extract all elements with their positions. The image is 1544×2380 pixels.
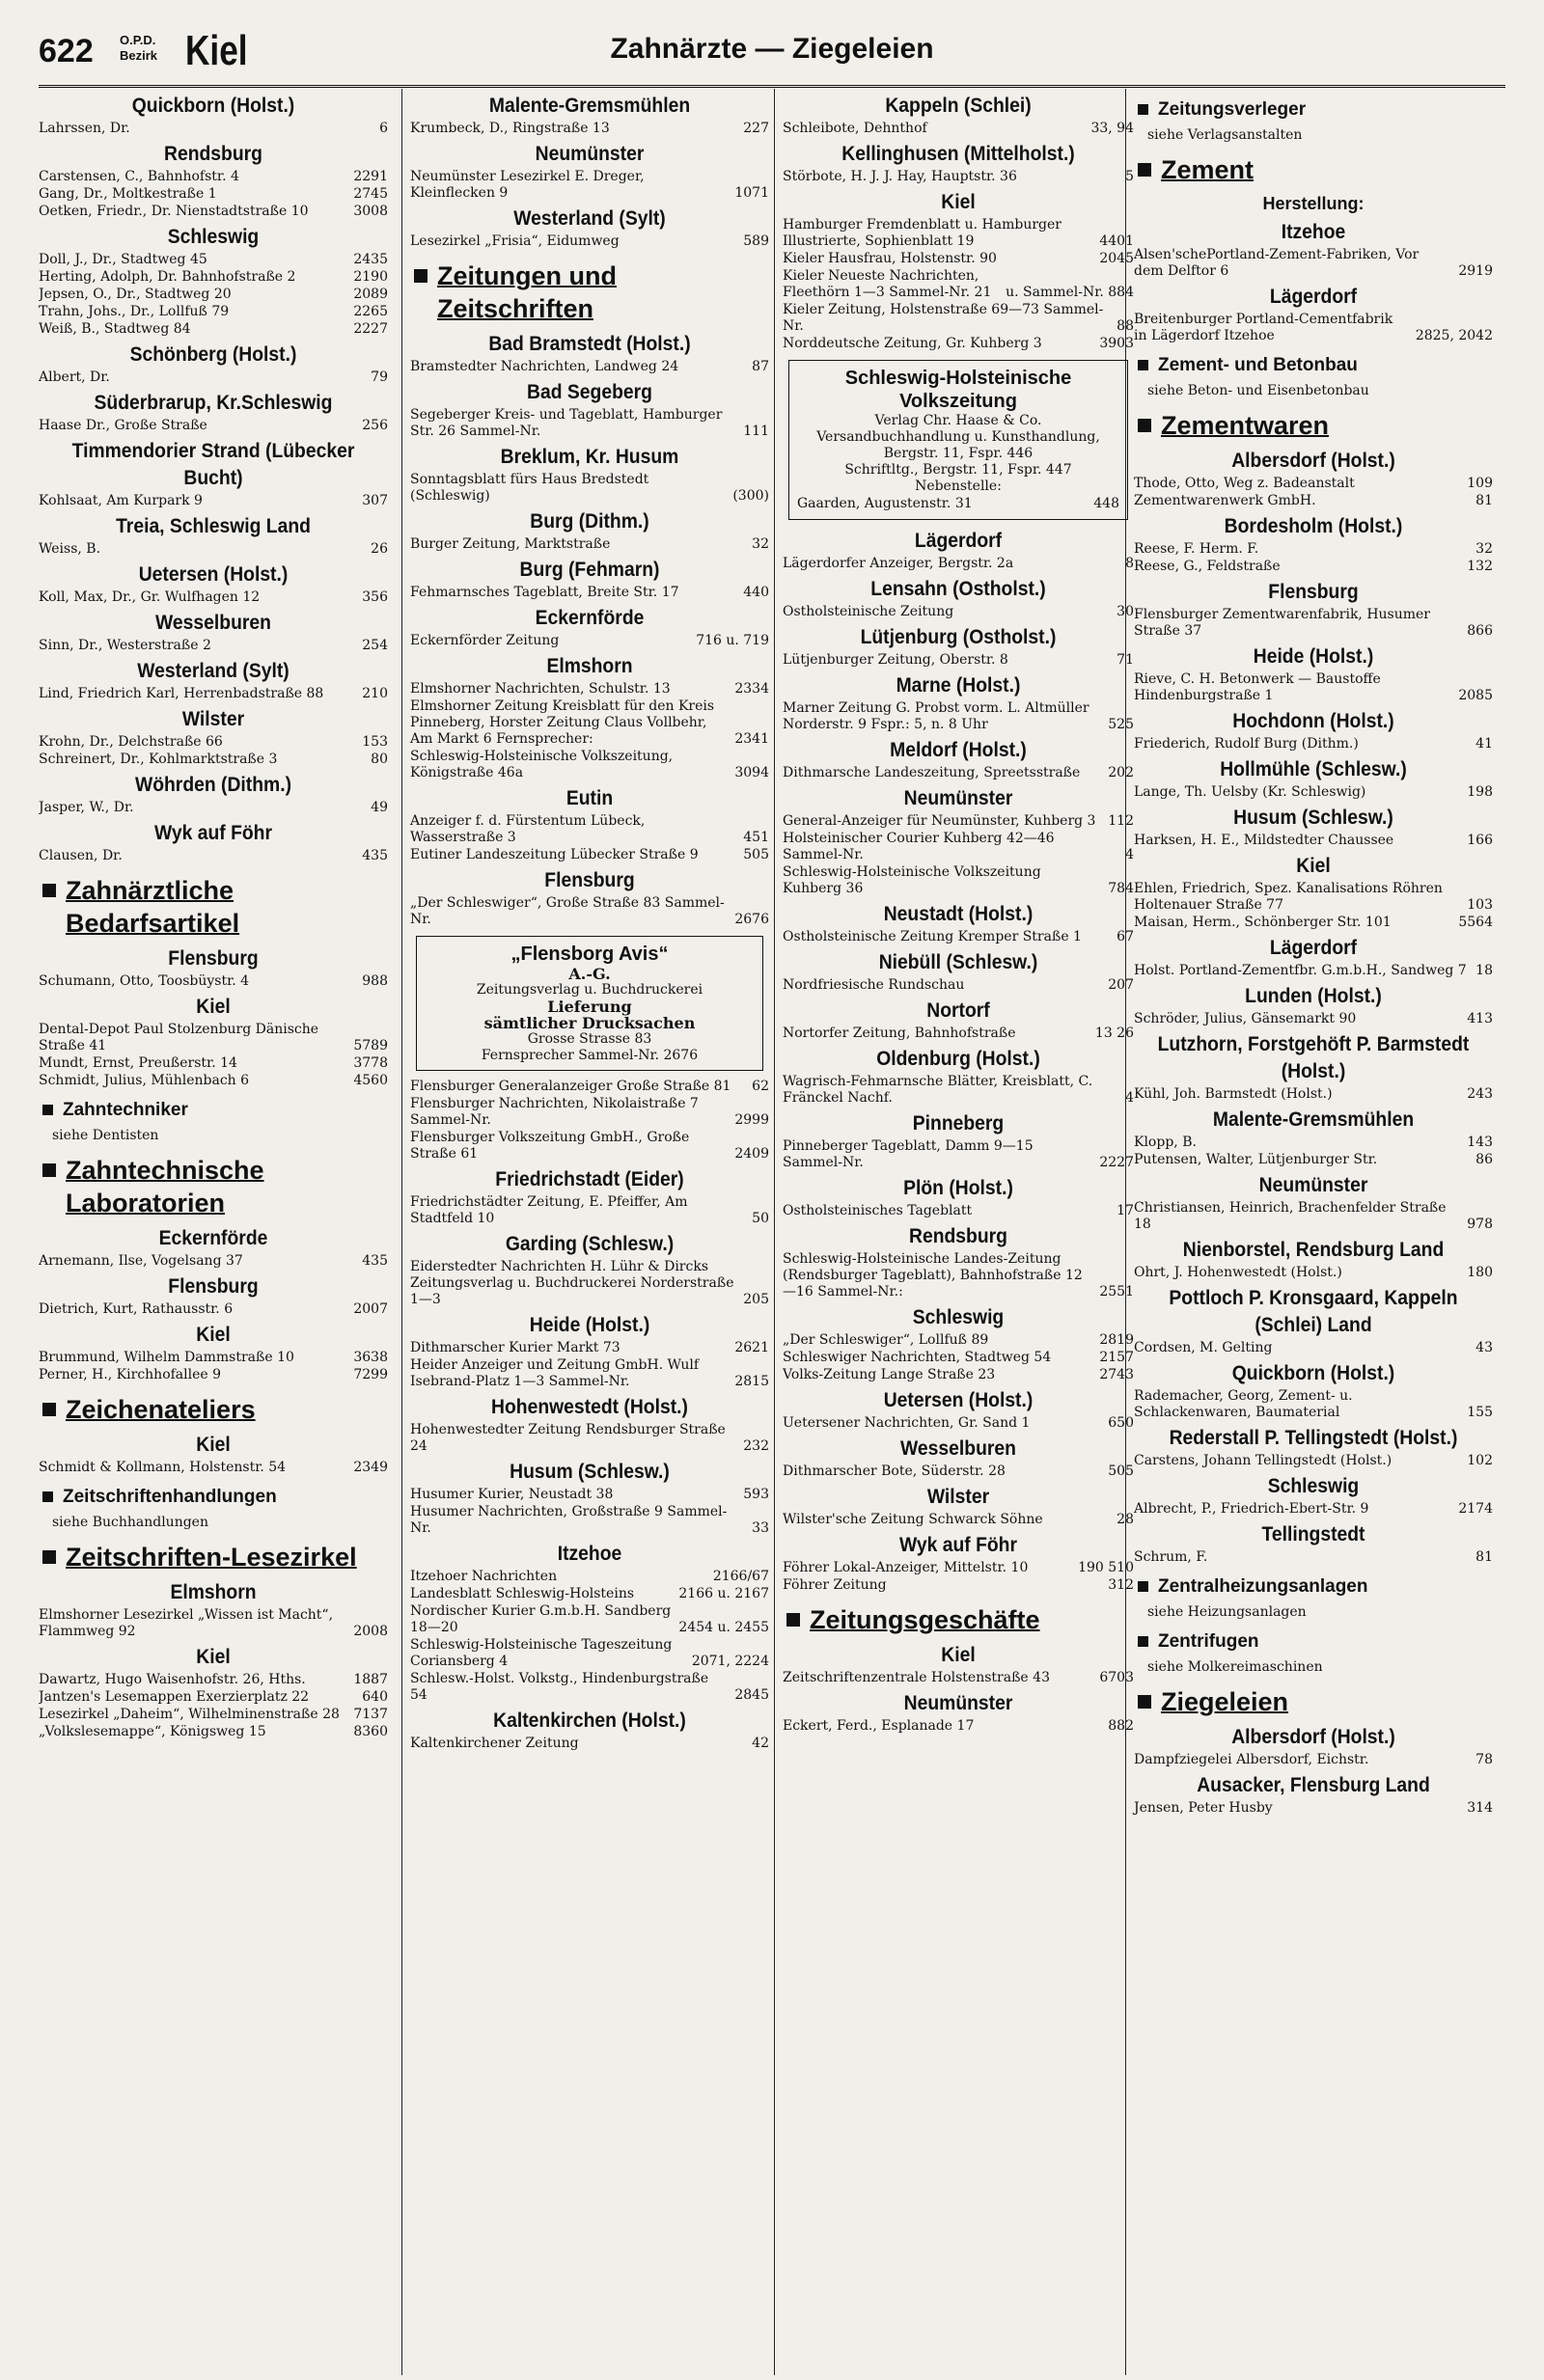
list-item: Nordischer Kurier G.m.b.H. Sandberg 18—20 2454 u. 2455 xyxy=(410,1603,769,1635)
page-title: Zahnärzte — Ziegeleien xyxy=(610,33,934,65)
place-heading: Albersdorf (Holst.) xyxy=(1231,450,1395,472)
list-item: Elmshorner Zeitung Kreisblatt für den Kreis Pinneberg, Horster Zeitung Claus Vollbehr, Am Markt 6 Fernsprecher: 2341 xyxy=(410,698,769,747)
district-city: Kiel xyxy=(185,27,248,74)
place-heading: Wöhrden (Dithm.) xyxy=(134,774,292,796)
list-item: Wilster'sche Zeitung Schwarck Söhne 28 xyxy=(783,1512,1134,1527)
place-heading: Quickborn (Holst.) xyxy=(1231,1362,1395,1384)
list-item: Kohlsaat, Am Kurpark 9 307 xyxy=(39,493,388,508)
place-heading: Elmshorn xyxy=(546,655,633,677)
list-item: Schleswiger Nachrichten, Stadtweg 54 2157 xyxy=(783,1350,1134,1365)
list-item: Alsen'schePortland-Zement-Fabriken, Vor dem Delftor 6 2919 xyxy=(1134,247,1493,279)
bullet-square-icon xyxy=(42,1105,53,1115)
place-heading: Eckernförde xyxy=(535,607,645,629)
place-heading: Rendsburg xyxy=(164,143,262,165)
place-heading: Treia, Schleswig Land xyxy=(116,515,311,537)
list-item: Friedrichstädter Zeitung, E. Pfeiffer, Am Stadtfeld 10 50 xyxy=(410,1194,769,1226)
place-heading: Kiel xyxy=(941,191,976,213)
list-item: Trahn, Johs., Dr., Lollfuß 79 2265 xyxy=(39,304,388,319)
list-item: Holst. Portland-Zementfbr. G.m.b.H., Sandweg 7 18 xyxy=(1134,963,1493,978)
list-item: Kühl, Joh. Barmstedt (Holst.) 243 xyxy=(1134,1086,1493,1102)
list-item: Dental-Depot Paul Stolzenburg Dänische Straße 41 5789 xyxy=(39,1022,388,1053)
bullet-square-icon xyxy=(1138,1581,1148,1592)
district-label: O.P.D. Bezirk xyxy=(120,33,158,63)
list-item: Ehlen, Friedrich, Spez. Kanalisations Röhren Holtenauer Straße 77 103 xyxy=(1134,881,1493,913)
list-item: Jasper, W., Dr. 49 xyxy=(39,800,388,815)
place-heading: Hollmühle (Schlesw.) xyxy=(1220,758,1407,780)
list-item: Lind, Friedrich Karl, Herrenbadstraße 88 210 xyxy=(39,686,388,701)
place-heading: Oldenburg (Holst.) xyxy=(876,1048,1040,1070)
place-heading: Schönberg (Holst.) xyxy=(129,343,297,366)
list-item: Arnemann, Ilse, Vogelsang 37 435 xyxy=(39,1253,388,1269)
bullet-square-icon xyxy=(1138,104,1148,115)
list-item: Maisan, Herm., Schönberger Str. 101 5564 xyxy=(1134,915,1493,930)
list-item: Weiß, B., Stadtweg 84 2227 xyxy=(39,321,388,337)
place-heading: Schleswig xyxy=(1267,1475,1360,1497)
list-item: Oetken, Friedr., Dr. Nienstadtstraße 10 3008 xyxy=(39,204,388,219)
list-item: Schmidt, Julius, Mühlenbach 6 4560 xyxy=(39,1073,388,1088)
list-item: Hohenwestedter Zeitung Rendsburger Straße 24 232 xyxy=(410,1422,769,1454)
list-item: Schmidt & Kollmann, Holstenstr. 54 2349 xyxy=(39,1460,388,1475)
list-item: Carstens, Johann Tellingstedt (Holst.) 102 xyxy=(1134,1453,1493,1468)
place-heading: Wilster xyxy=(926,1486,990,1508)
list-item: Sinn, Dr., Westerstraße 2 254 xyxy=(39,638,388,653)
list-item: Volks-Zeitung Lange Straße 23 2743 xyxy=(783,1367,1134,1382)
list-item: Flensburger Zementwarenfabrik, Husumer Straße 37 866 xyxy=(1134,607,1493,639)
list-item: Thode, Otto, Weg z. Badeanstalt 109 xyxy=(1134,476,1493,491)
list-item: Zementwarenwerk GmbH. 81 xyxy=(1134,493,1493,508)
place-heading: Malente-Gremsmühlen xyxy=(488,95,691,117)
section-heading: Ziegeleien xyxy=(1134,1685,1493,1718)
column-1 xyxy=(39,89,388,2375)
list-item: General-Anzeiger für Neumünster, Kuhberg 3 112 xyxy=(783,813,1134,829)
bullet-square-icon xyxy=(786,1613,800,1627)
list-item: Schreinert, Dr., Kohlmarktstraße 3 80 xyxy=(39,752,388,767)
place-heading: Meldorf (Holst.) xyxy=(890,739,1027,761)
list-item: Perner, H., Kirchhofallee 9 7299 xyxy=(39,1367,388,1382)
list-item: Ohrt, J. Hohenwestedt (Holst.) 180 xyxy=(1134,1265,1493,1280)
list-item: Rieve, C. H. Betonwerk — Baustoffe Hindenburgstraße 1 2085 xyxy=(1134,671,1493,703)
list-item: Schleswig-Holsteinische Volkszeitung Kuhberg 36 784 xyxy=(783,864,1134,896)
bullet-square-icon xyxy=(1138,419,1151,432)
place-heading: Itzehoe xyxy=(1281,221,1346,243)
place-heading: Eckernförde xyxy=(158,1227,268,1249)
list-item: Kieler Hausfrau, Holstenstr. 90 2045 xyxy=(783,251,1134,266)
column-2 xyxy=(401,89,769,2375)
list-item: Klopp, B. 143 xyxy=(1134,1135,1493,1150)
place-heading: Wyk auf Föhr xyxy=(153,822,273,844)
place-heading: Heide (Holst.) xyxy=(529,1314,650,1336)
list-item: Zeitschriftenzentrale Holstenstraße 43 6703 xyxy=(783,1670,1134,1685)
place-heading: Lägerdorf xyxy=(914,530,1003,552)
list-item: Ostholsteinische Zeitung Kremper Straße 1 67 xyxy=(783,929,1134,944)
list-item: Jepsen, O., Dr., Stadtweg 20 2089 xyxy=(39,287,388,302)
place-heading: Kiel xyxy=(941,1644,976,1666)
list-item: Schlesw.-Holst. Volkstg., Hindenburgstraße 54 2845 xyxy=(410,1671,769,1703)
section-heading: Zeitungsgeschäfte xyxy=(783,1603,1134,1636)
place-heading: Bordesholm (Holst.) xyxy=(1224,515,1403,537)
list-item: „Volkslesemappe“, Königsweg 15 8360 xyxy=(39,1724,388,1739)
place-heading: Süderbrarup, Kr.Schleswig xyxy=(94,392,333,414)
list-item: Dawartz, Hugo Waisenhofstr. 26, Hths. 1887 xyxy=(39,1672,388,1687)
list-item: Dietrich, Kurt, Rathausstr. 6 2007 xyxy=(39,1301,388,1317)
place-heading: Nortorf xyxy=(926,999,990,1022)
list-item: Putensen, Walter, Lütjenburger Str. 86 xyxy=(1134,1152,1493,1167)
place-heading: Heide (Holst.) xyxy=(1253,645,1374,668)
place-heading: Neumünster xyxy=(1258,1174,1368,1196)
place-heading: Husum (Schlesw.) xyxy=(1233,807,1393,829)
list-item: Sonntagsblatt fürs Haus Bredstedt (Schleswig) (300) xyxy=(410,472,769,504)
list-item: Störbote, H. J. J. Hay, Hauptstr. 36 5 xyxy=(783,169,1134,184)
section-heading: Zahntechnische Laboratorien xyxy=(39,1154,388,1219)
place-heading: Friedrichstadt (Eider) xyxy=(495,1168,684,1190)
bullet-square-icon xyxy=(42,1163,56,1177)
place-heading: Bad Segeberg xyxy=(527,381,652,403)
place-heading: Neumünster xyxy=(535,143,645,165)
place-heading: Neumünster xyxy=(903,787,1013,809)
list-item: Lange, Th. Uelsby (Kr. Schleswig) 198 xyxy=(1134,784,1493,800)
place-heading: Uetersen (Holst.) xyxy=(138,563,289,586)
list-item: Holsteinischer Courier Kuhberg 42—46 Sammel-Nr. 4 xyxy=(783,831,1134,862)
list-item: Pinneberger Tageblatt, Damm 9—15 Sammel-Nr. 2227 xyxy=(783,1138,1134,1170)
section-heading: Zeitschriftenhandlungen xyxy=(39,1486,388,1509)
list-item: Krohn, Dr., Delchstraße 66 153 xyxy=(39,734,388,750)
place-heading: Niebüll (Schlesw.) xyxy=(878,951,1038,973)
list-item: Schrum, F. 81 xyxy=(1134,1549,1493,1565)
place-heading: Garding (Schlesw.) xyxy=(505,1233,675,1255)
column-3 xyxy=(774,89,1134,2375)
list-item: Lesezirkel „Frisia“, Eidumweg 589 xyxy=(410,233,769,249)
list-item: Friederich, Rudolf Burg (Dithm.) 41 xyxy=(1134,736,1493,752)
list-item: Nortorfer Zeitung, Bahnhofstraße 13 26 xyxy=(783,1026,1134,1041)
list-item: Schleswig-Holsteinische Tageszeitung Coriansberg 4 2071, 2224 xyxy=(410,1637,769,1669)
place-heading: Lensahn (Ostholst.) xyxy=(870,578,1046,600)
bullet-square-icon xyxy=(42,884,56,897)
cross-reference: siehe Beton- und Eisenbetonbau xyxy=(1147,383,1369,398)
list-item: Föhrer Zeitung 312 xyxy=(783,1577,1134,1593)
list-item: Husumer Kurier, Neustadt 38 593 xyxy=(410,1487,769,1502)
place-heading: Kiel xyxy=(196,996,231,1018)
list-item: Schumann, Otto, Toosbüystr. 4 988 xyxy=(39,973,388,989)
list-item: Breitenburger Portland-Cementfabrik in Lägerdorf Itzehoe 2825, 2042 xyxy=(1134,312,1493,343)
list-item: Lesezirkel „Daheim“, Wilhelminenstraße 28 7137 xyxy=(39,1707,388,1722)
list-item: Clausen, Dr. 435 xyxy=(39,848,388,863)
place-heading: Schleswig xyxy=(167,226,260,248)
place-heading: Neustadt (Holst.) xyxy=(883,903,1034,925)
list-item: Harksen, H. E., Mildstedter Chaussee 166 xyxy=(1134,833,1493,848)
list-item: Flensburger Generalanzeiger Große Straße 81 62 xyxy=(410,1079,769,1094)
place-heading: Timmendorier Strand (Lübecker Bucht) xyxy=(71,440,355,489)
list-item: Lütjenburger Zeitung, Oberstr. 8 71 xyxy=(783,652,1134,668)
section-heading: Zement xyxy=(1134,153,1493,186)
place-heading: Husum (Schlesw.) xyxy=(510,1461,670,1483)
section-heading: Zeitungen und Zeitschriften xyxy=(410,260,769,325)
place-heading: Kappeln (Schlei) xyxy=(885,95,1032,117)
list-item: Lahrssen, Dr. 6 xyxy=(39,121,388,136)
section-heading: Zeitschriften-Lesezirkel xyxy=(39,1541,388,1573)
bullet-square-icon xyxy=(414,269,427,283)
section-heading: Zentrifugen xyxy=(1134,1630,1493,1654)
list-item: Haase Dr., Große Straße 256 xyxy=(39,418,388,433)
bullet-square-icon xyxy=(1138,1636,1148,1647)
list-item: Elmshorner Lesezirkel „Wissen ist Macht“, Flammweg 92 2008 xyxy=(39,1607,388,1639)
list-item: Doll, J., Dr., Stadtweg 45 2435 xyxy=(39,252,388,267)
advertisement-title: „Flensborg Avis“ xyxy=(510,944,669,965)
list-item: Gang, Dr., Moltkestraße 1 2745 xyxy=(39,186,388,202)
list-item: Schröder, Julius, Gänsemarkt 90 413 xyxy=(1134,1011,1493,1026)
list-item: Dithmarscher Bote, Süderstr. 28 505 xyxy=(783,1464,1134,1479)
bullet-square-icon xyxy=(42,1550,56,1564)
place-heading: Wesselburen xyxy=(900,1437,1016,1460)
place-heading: Kiel xyxy=(1296,855,1331,877)
place-heading: Schleswig xyxy=(912,1306,1005,1328)
list-item: Neumünster Lesezirkel E. Dreger, Kleinflecken 9 1071 xyxy=(410,169,769,201)
place-heading: Uetersen (Holst.) xyxy=(883,1389,1034,1411)
place-heading: Nienborstel, Rendsburg Land xyxy=(1182,1239,1445,1261)
list-item: Fehmarnsches Tageblatt, Breite Str. 17 440 xyxy=(410,585,769,600)
list-item: Weiss, B. 26 xyxy=(39,541,388,557)
section-heading: Zementwaren xyxy=(1134,409,1493,442)
place-heading: Hohenwestedt (Holst.) xyxy=(491,1396,688,1418)
place-heading: Neumünster xyxy=(903,1692,1013,1714)
list-item: Christiansen, Heinrich, Brachenfelder Straße 18 978 xyxy=(1134,1200,1493,1232)
list-item: Flensburger Nachrichten, Nikolaistraße 7 Sammel-Nr. 2999 xyxy=(410,1096,769,1128)
place-heading: Tellingstedt xyxy=(1261,1523,1365,1546)
place-heading: Lütjenburg (Ostholst.) xyxy=(860,626,1057,648)
list-item: Eckert, Ferd., Esplanade 17 882 xyxy=(783,1718,1134,1734)
advertisement-title: Schleswig-Holsteinische Volkszeitung xyxy=(844,368,1072,412)
list-item: Mundt, Ernst, Preußerstr. 14 3778 xyxy=(39,1055,388,1071)
list-item: Schleswig-Holsteinische Volkszeitung, Königstraße 46a 3094 xyxy=(410,749,769,780)
place-heading: Rederstall P. Tellingstedt (Holst.) xyxy=(1169,1427,1458,1449)
list-item: Herting, Adolph, Dr. Bahnhofstraße 2 2190 xyxy=(39,269,388,285)
list-item: Cordsen, M. Gelting 43 xyxy=(1134,1340,1493,1355)
cross-reference: siehe Heizungsanlagen xyxy=(1147,1604,1307,1620)
list-item: „Der Schleswiger“, Große Straße 83 Sammel-Nr. 2676 xyxy=(410,895,769,927)
list-item: Elmshorner Nachrichten, Schulstr. 13 2334 xyxy=(410,681,769,697)
place-heading: Kiel xyxy=(196,1324,231,1346)
cross-reference: siehe Verlagsanstalten xyxy=(1147,127,1303,143)
subsection-heading: Herstellung: xyxy=(1262,194,1365,213)
place-heading: Eutin xyxy=(565,787,614,809)
place-heading: Hochdonn (Holst.) xyxy=(1232,710,1394,732)
list-item: Burger Zeitung, Marktstraße 32 xyxy=(410,536,769,552)
list-item: Reese, F. Herm. F. 32 xyxy=(1134,541,1493,557)
place-heading: Westerland (Sylt) xyxy=(137,660,290,682)
list-item: Dithmarscher Kurier Markt 73 2621 xyxy=(410,1340,769,1355)
section-heading: Zahntechniker xyxy=(39,1099,388,1122)
list-item: Eiderstedter Nachrichten H. Lühr & Dircks Zeitungsverlag u. Buchdruckerei Norderstraße 1—3 205 xyxy=(410,1259,769,1307)
list-item: Koll, Max, Dr., Gr. Wulfhagen 12 356 xyxy=(39,589,388,605)
list-item: Föhrer Lokal-Anzeiger, Mittelstr. 10 190 510 xyxy=(783,1560,1134,1575)
list-item: Hamburger Fremdenblatt u. Hamburger Illustrierte, Sophienblatt 19 4401 xyxy=(783,217,1134,249)
list-item: Bramstedter Nachrichten, Landweg 24 87 xyxy=(410,359,769,374)
place-heading: Flensburg xyxy=(168,947,259,970)
list-item: Lägerdorfer Anzeiger, Bergstr. 2a 8 xyxy=(783,556,1134,571)
list-item: Schleswig-Holsteinische Landes-Zeitung (Rendsburger Tageblatt), Bahnhofstraße 12—16 Sammel-Nr.: 2551 xyxy=(783,1251,1134,1299)
list-item: Rademacher, Georg, Zement- u. Schlackenwaren, Baumaterial 155 xyxy=(1134,1388,1493,1420)
list-item: Eutiner Landeszeitung Lübecker Straße 9 505 xyxy=(410,847,769,862)
advertisement-box: Schleswig-Holsteinische Volkszeitung Verlag Chr. Haase & Co. Versandbuchhandlung u. Kunsthandlung, Bergstr. 11, Fspr. 446 Schriftltg., Bergstr. 11, Fspr. 447 Nebenstelle: Gaarden, Augustenstr. 31 448 xyxy=(788,360,1128,520)
list-item: Albrecht, P., Friedrich-Ebert-Str. 9 2174 xyxy=(1134,1501,1493,1517)
place-heading: Kiel xyxy=(196,1434,231,1456)
list-item: Anzeiger f. d. Fürstentum Lübeck, Wasserstraße 3 451 xyxy=(410,813,769,845)
place-heading: Lunden (Holst.) xyxy=(1245,985,1382,1007)
place-heading: Burg (Fehmarn) xyxy=(519,559,660,581)
list-item: „Der Schleswiger“, Lollfuß 89 2819 xyxy=(783,1332,1134,1348)
list-item: Wagrisch-Fehmarnsche Blätter, Kreisblatt, C. Fränckel Nachf. 4 xyxy=(783,1074,1134,1106)
place-heading: Breklum, Kr. Husum xyxy=(500,446,679,468)
place-heading: Pinneberg xyxy=(912,1112,1005,1135)
place-heading: Lägerdorf xyxy=(1269,937,1358,959)
list-item: Husumer Nachrichten, Großstraße 9 Sammel-Nr. 33 xyxy=(410,1504,769,1536)
place-heading: Itzehoe xyxy=(557,1543,622,1565)
place-heading: Wilster xyxy=(181,708,245,730)
place-heading: Plön (Holst.) xyxy=(903,1177,1013,1199)
list-item: Dithmarsche Landeszeitung, Spreetsstraße 202 xyxy=(783,765,1134,780)
list-item: Ostholsteinische Zeitung 30 xyxy=(783,604,1134,619)
section-heading: Zement- und Betonbau xyxy=(1134,354,1493,377)
section-heading: Zeichenateliers xyxy=(39,1393,388,1426)
bullet-square-icon xyxy=(42,1491,53,1502)
place-heading: Lägerdorf xyxy=(1269,286,1358,308)
list-item: Krumbeck, D., Ringstraße 13 227 xyxy=(410,121,769,136)
section-heading: Zeitungsverleger xyxy=(1134,98,1493,122)
place-heading: Kiel xyxy=(196,1646,231,1668)
list-item: Reese, G., Feldstraße 132 xyxy=(1134,559,1493,574)
cross-reference: siehe Dentisten xyxy=(52,1128,159,1143)
list-item: Brummund, Wilhelm Dammstraße 10 3638 xyxy=(39,1350,388,1365)
list-item: Uetersener Nachrichten, Gr. Sand 1 650 xyxy=(783,1415,1134,1431)
list-item: Gaarden, Augustenstr. 31 448 xyxy=(797,496,1119,511)
list-item: Dampfziegelei Albersdorf, Eichstr. 78 xyxy=(1134,1752,1493,1767)
list-item: Carstensen, C., Bahnhofstr. 4 2291 xyxy=(39,169,388,184)
place-heading: Wesselburen xyxy=(155,612,271,634)
place-heading: Malente-Gremsmühlen xyxy=(1212,1108,1415,1131)
list-item: Ostholsteinisches Tageblatt 17 xyxy=(783,1203,1134,1218)
place-heading: Kellinghusen (Mittelholst.) xyxy=(841,143,1075,165)
place-heading: Burg (Dithm.) xyxy=(530,510,649,533)
list-item: Landesblatt Schleswig-Holsteins 2166 u. 2167 xyxy=(410,1586,769,1601)
bullet-square-icon xyxy=(42,1403,56,1416)
cross-reference: siehe Molkereimaschinen xyxy=(1147,1659,1323,1675)
list-item: Segeberger Kreis- und Tageblatt, Hamburger Str. 26 Sammel-Nr. 111 xyxy=(410,407,769,439)
page-number: 622 xyxy=(39,33,94,69)
list-item: Kieler Zeitung, Holstenstraße 69—73 Sammel-Nr. 88 xyxy=(783,302,1134,334)
list-item: Kieler Neueste Nachrichten, Fleethörn 1—3 Sammel-Nr. 21 u. Sammel-Nr. 884 xyxy=(783,268,1134,300)
list-item: Kaltenkirchener Zeitung 42 xyxy=(410,1736,769,1751)
list-item: Marner Zeitung G. Probst vorm. L. Altmüller Norderstr. 9 Fspr.: 5, n. 8 Uhr 525 xyxy=(783,700,1134,732)
page-header xyxy=(39,27,1505,88)
list-item: Eckernförder Zeitung 716 u. 719 xyxy=(410,633,769,648)
list-item: Albert, Dr. 79 xyxy=(39,369,388,385)
list-item: Jantzen's Lesemappen Exerzierplatz 22 640 xyxy=(39,1689,388,1705)
place-heading: Rendsburg xyxy=(909,1225,1007,1247)
place-heading: Lutzhorn, Forstgehöft P. Barmstedt (Holst.) xyxy=(1157,1033,1470,1082)
place-heading: Elmshorn xyxy=(170,1581,257,1603)
place-heading: Pottloch P. Kronsgaard, Kappeln (Schlei) Land xyxy=(1169,1287,1458,1336)
place-heading: Ausacker, Flensburg Land xyxy=(1197,1774,1430,1796)
place-heading: Marne (Holst.) xyxy=(896,674,1021,697)
place-heading: Kaltenkirchen (Holst.) xyxy=(493,1710,686,1732)
list-item: Schleibote, Dehnthof 33, 94 xyxy=(783,121,1134,136)
place-heading: Bad Bramstedt (Holst.) xyxy=(488,333,691,355)
place-heading: Westerland (Sylt) xyxy=(513,207,666,230)
list-item: Itzehoer Nachrichten 2166/67 xyxy=(410,1569,769,1584)
bullet-square-icon xyxy=(1138,163,1151,177)
list-item: Nordfriesische Rundschau 207 xyxy=(783,977,1134,993)
bullet-square-icon xyxy=(1138,1695,1151,1709)
advertisement-box: „Flensborg Avis“ A.-G. Zeitungsverlag u. Buchdruckerei Lieferung sämtlicher Drucksachen Grosse Strasse 83 Fernsprecher Sammel-Nr. 2676 xyxy=(416,936,763,1071)
column-4 xyxy=(1125,89,1493,2375)
cross-reference: siehe Buchhandlungen xyxy=(52,1515,208,1530)
list-item: Jensen, Peter Husby 314 xyxy=(1134,1800,1493,1816)
list-item: Norddeutsche Zeitung, Gr. Kuhberg 3 3903 xyxy=(783,336,1134,351)
list-item: Heider Anzeiger und Zeitung GmbH. Wulf Isebrand-Platz 1—3 Sammel-Nr. 2815 xyxy=(410,1357,769,1389)
place-heading: Quickborn (Holst.) xyxy=(131,95,295,117)
place-heading: Flensburg xyxy=(1268,581,1359,603)
list-item: Flensburger Volkszeitung GmbH., Große Straße 61 2409 xyxy=(410,1130,769,1162)
section-heading: Zentralheizungsanlagen xyxy=(1134,1575,1493,1599)
bullet-square-icon xyxy=(1138,360,1148,370)
place-heading: Flensburg xyxy=(168,1275,259,1298)
place-heading: Wyk auf Föhr xyxy=(898,1534,1018,1556)
place-heading: Albersdorf (Holst.) xyxy=(1231,1726,1395,1748)
section-heading: Zahnärztliche Bedarfsartikel xyxy=(39,874,388,940)
place-heading: Flensburg xyxy=(544,869,635,891)
